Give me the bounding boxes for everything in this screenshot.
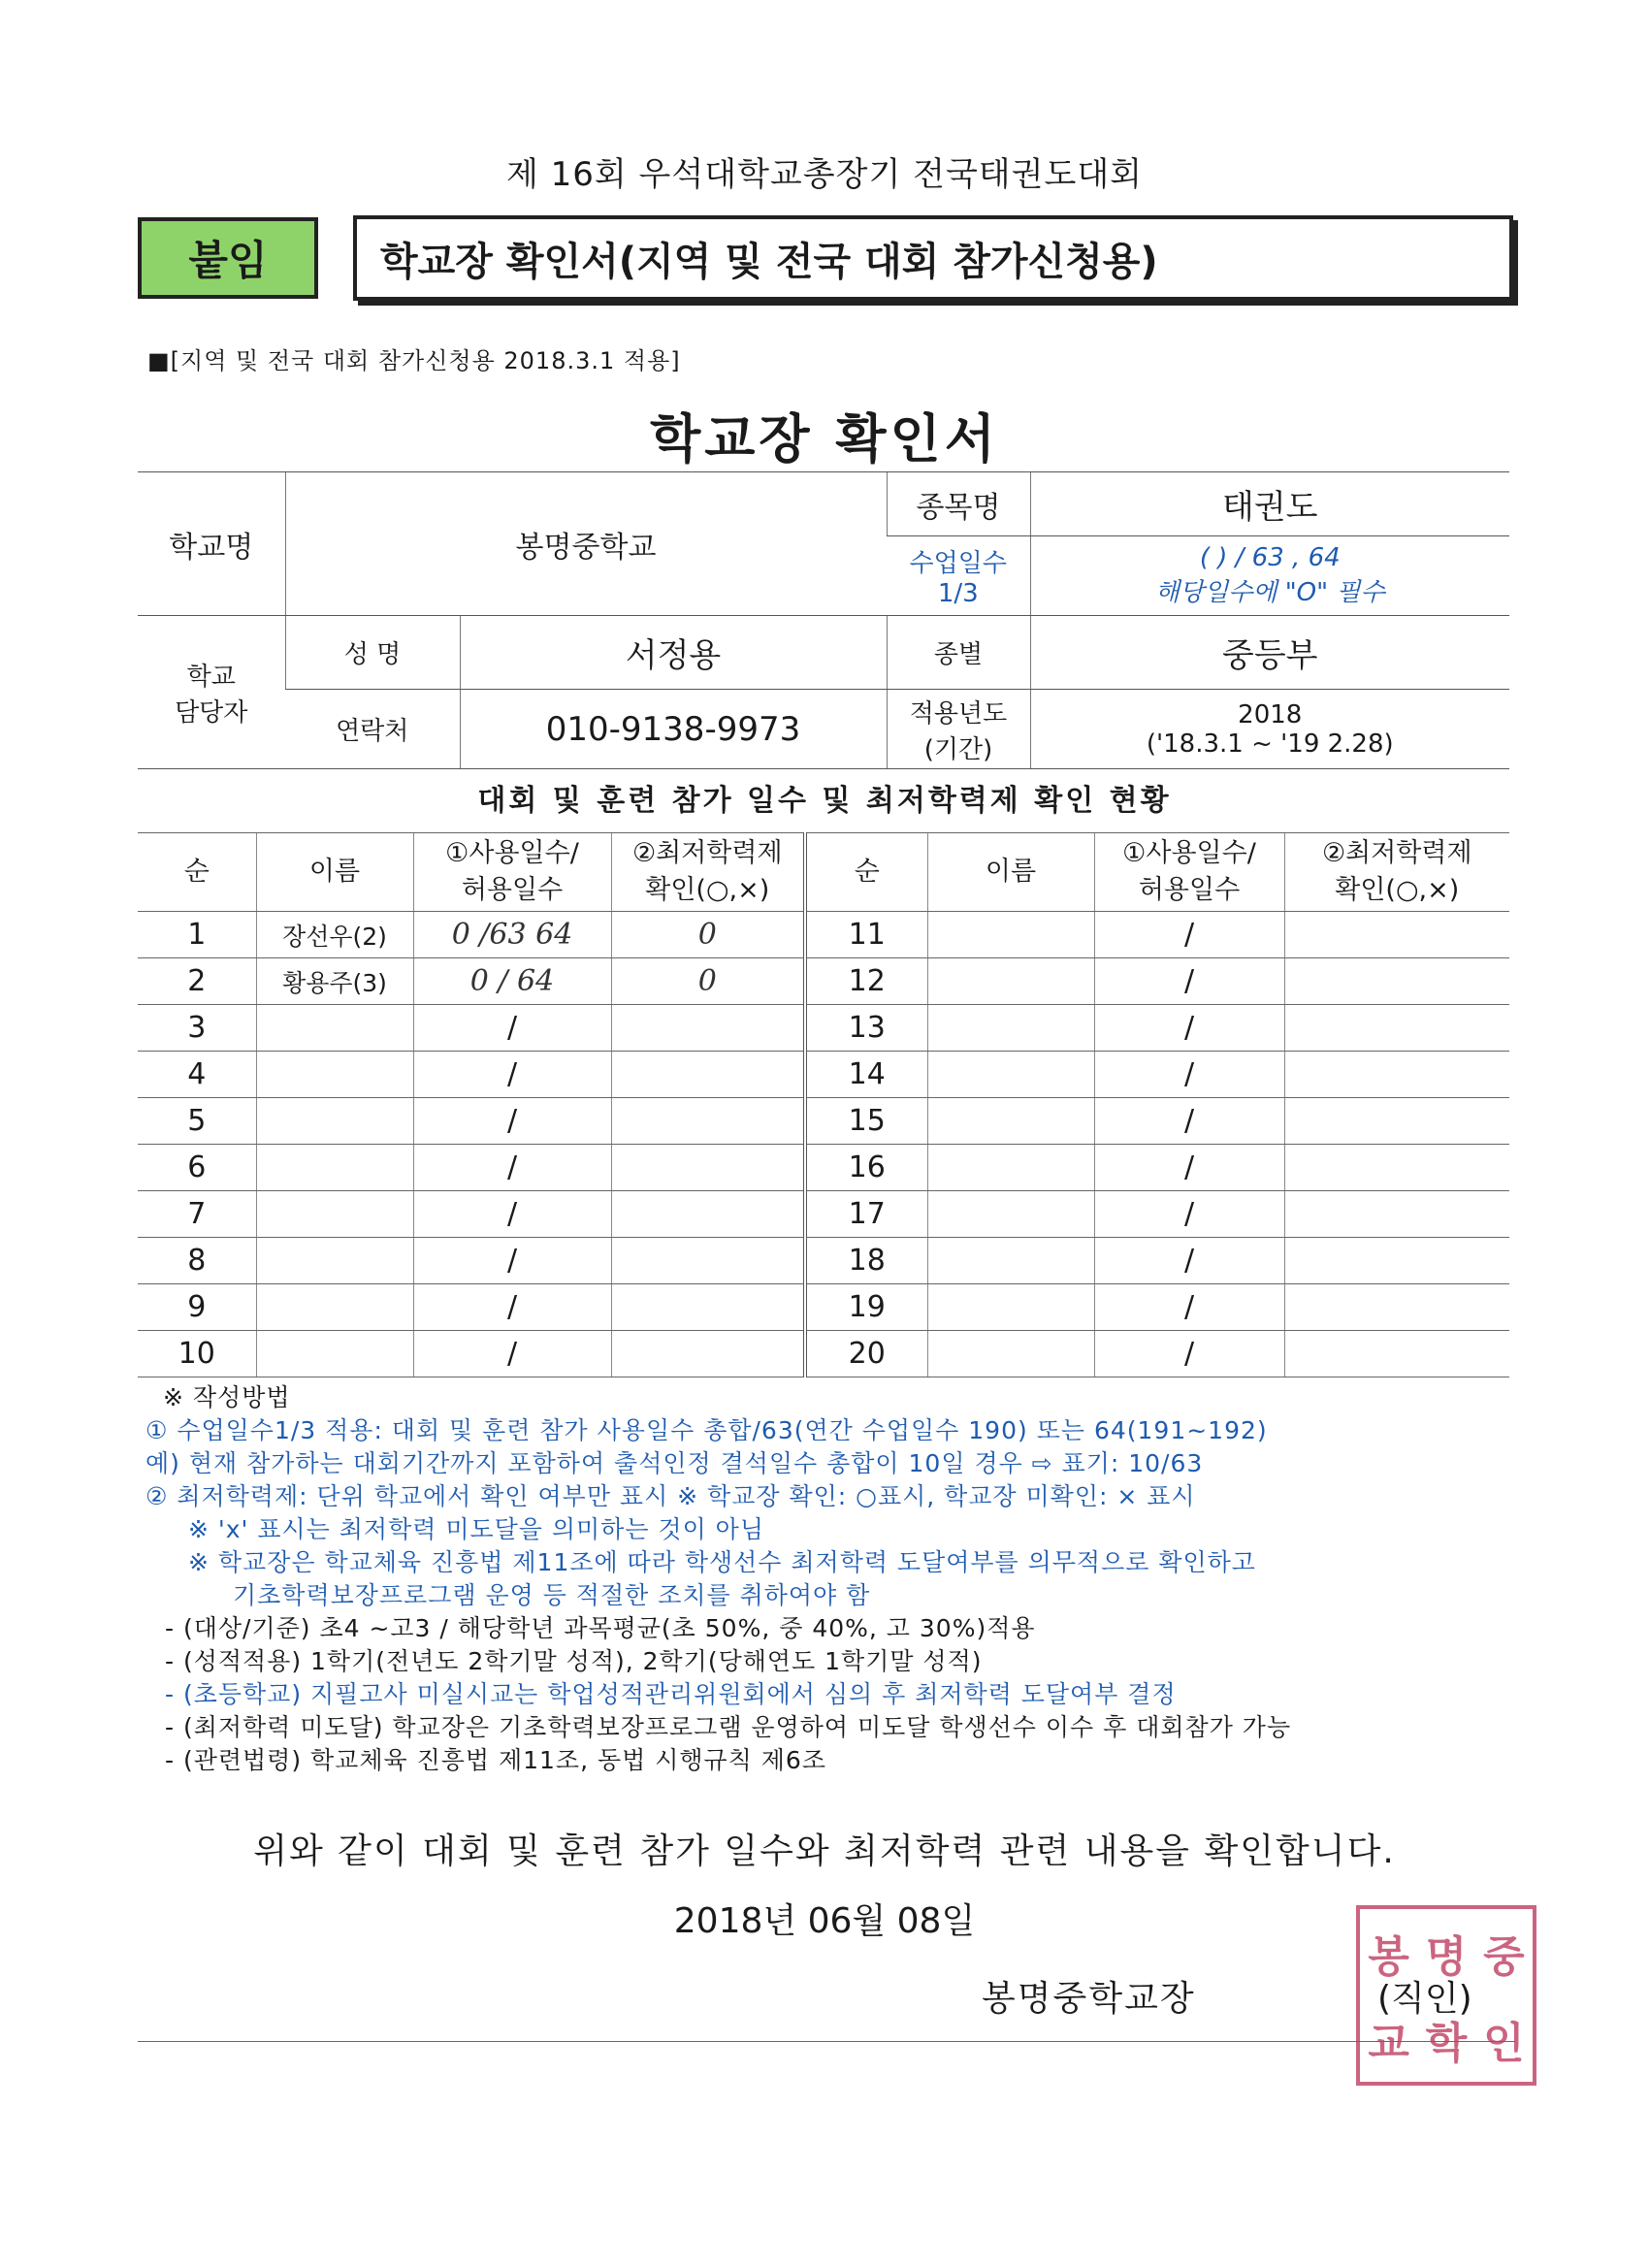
- name-value: 서정용: [460, 616, 887, 690]
- row-name: [927, 1238, 1094, 1284]
- row-days: /: [1094, 1191, 1284, 1238]
- row-days: /: [1094, 1145, 1284, 1191]
- row-days: /: [413, 1145, 611, 1191]
- year-value-line1: 2018: [1238, 699, 1303, 729]
- row-name: [256, 1238, 413, 1284]
- row-name: [256, 1005, 413, 1052]
- detail-1: - (대상/기준) 초4 ~고3 / 해당학년 과목평균(초 50%, 중 40%, 고 30%)적용: [165, 1614, 1036, 1642]
- row-days: /: [413, 1284, 611, 1331]
- manager-label: [138, 616, 285, 769]
- row-check: [611, 1191, 805, 1238]
- bottom-divider: [138, 2041, 1515, 2042]
- header-no: 순: [138, 833, 256, 912]
- instructions: [146, 1381, 1523, 1777]
- row-name: [927, 1284, 1094, 1331]
- table-row: [138, 1098, 1509, 1145]
- row-check: [1284, 1005, 1509, 1052]
- attachment-badge: 붙임: [138, 217, 318, 299]
- event-label: 종목명: [887, 472, 1030, 536]
- table-row: [138, 1284, 1509, 1331]
- row-no: 17: [805, 1191, 927, 1238]
- header-days-right: [1094, 833, 1284, 912]
- row-check: [611, 1331, 805, 1377]
- row-check: [1284, 1191, 1509, 1238]
- note-1b: 예) 현재 참가하는 대회기간까지 포함하여 출석인정 결석일수 총합이 10일 경우 ⇨ 표기: 10/63: [146, 1449, 1204, 1477]
- class-days-label-line1: 수업일수: [909, 549, 1007, 578]
- row-check: [1284, 1331, 1509, 1377]
- row-name: [256, 1331, 413, 1377]
- row-check: [1284, 1145, 1509, 1191]
- seal-char: 학: [1425, 2018, 1468, 2068]
- principal-title: 봉명중학교장: [982, 1979, 1196, 2019]
- row-name: [256, 1098, 413, 1145]
- row-no: 16: [805, 1145, 927, 1191]
- row-days: /: [1094, 1052, 1284, 1098]
- row-no: 10: [138, 1331, 256, 1377]
- row-no: 7: [138, 1191, 256, 1238]
- row-check: [611, 1098, 805, 1145]
- class-days-value: [1030, 536, 1509, 616]
- table-row: [138, 1331, 1509, 1377]
- row-days: /: [1094, 1331, 1284, 1377]
- row-days: /: [413, 1238, 611, 1284]
- issue-date: 2018년 06월 08일: [673, 1901, 976, 1941]
- row-no: 18: [805, 1238, 927, 1284]
- row-check: 0: [611, 958, 805, 1005]
- row-check: [611, 1238, 805, 1284]
- note-1a: ① 수업일수1/3 적용: 대회 및 훈련 참가 사용일수 총합/63(연간 수업일수 190) 또는 64(191~192): [146, 1416, 1268, 1444]
- row-name: [927, 912, 1094, 958]
- row-no: 3: [138, 1005, 256, 1052]
- row-name: [256, 1284, 413, 1331]
- notes-title: ※ 작성방법: [163, 1383, 291, 1411]
- detail-2: - (성적적용) 1학기(전년도 2학기말 성적), 2학기(당해연도 1학기말 성적): [165, 1647, 983, 1675]
- row-name: [927, 958, 1094, 1005]
- row-check: [611, 1005, 805, 1052]
- class-days-note: 해당일수에 "O" 필수: [1154, 578, 1385, 607]
- table-row: [138, 1052, 1509, 1098]
- row-check: [611, 1145, 805, 1191]
- class-days-label: [887, 536, 1030, 616]
- school-value: 봉명중학교: [285, 472, 887, 616]
- row-name: [927, 1145, 1094, 1191]
- header-name-right: 이름: [927, 833, 1094, 912]
- note-4a: ※ 학교장은 학교체육 진흥법 제11조에 따라 학생선수 최저학력 도달여부를 의무적으로 확인하고: [188, 1548, 1256, 1576]
- seal-char: 인: [1483, 2018, 1525, 2068]
- row-days: /: [1094, 1098, 1284, 1145]
- header-days-line2: 허용일수: [461, 875, 564, 905]
- manager-label-line2: 담당자: [175, 697, 248, 728]
- manager-label-line1: 학교: [186, 662, 236, 692]
- row-days: /: [1094, 912, 1284, 958]
- row-check: [1284, 1098, 1509, 1145]
- row-no: 12: [805, 958, 927, 1005]
- document-title: 학교장 확인서: [650, 408, 999, 470]
- row-no: 14: [805, 1052, 927, 1098]
- division-value: 중등부: [1030, 616, 1509, 690]
- seal-char: 교: [1368, 2018, 1409, 2068]
- table-row: [138, 958, 1509, 1005]
- row-no: 9: [138, 1284, 256, 1331]
- row-no: 13: [805, 1005, 927, 1052]
- header-no-right: 순: [805, 833, 927, 912]
- competition-title: 제 16회 우석대학교총장기 전국태권도대회: [505, 155, 1144, 194]
- year-value: [1030, 690, 1509, 769]
- school-label: 학교명: [138, 472, 285, 616]
- class-days-label-line2: 1/3: [937, 579, 979, 608]
- header-days-right-line1: ①사용일수/: [1122, 838, 1256, 868]
- row-name: [927, 1331, 1094, 1377]
- row-days: 0 / 64: [413, 958, 611, 1005]
- row-no: 11: [805, 912, 927, 958]
- event-value: 태권도: [1030, 472, 1509, 536]
- note-2: ② 최저학력제: 단위 학교에서 확인 여부만 표시 ※ 학교장 확인: ○표시, 학교장 미확인: × 표시: [146, 1482, 1196, 1510]
- row-days: 0 /63 64: [413, 912, 611, 958]
- row-check: [1284, 958, 1509, 1005]
- row-no: 1: [138, 912, 256, 958]
- seal-label: (직인): [1377, 1979, 1472, 2019]
- row-no: 20: [805, 1331, 927, 1377]
- row-check: [1284, 1284, 1509, 1331]
- seal-char: 명: [1425, 1931, 1468, 1982]
- year-label-line2: (기간): [923, 734, 993, 764]
- confirmation-statement: 위와 같이 대회 및 훈련 참가 일수와 최저학력 관련 내용을 확인합니다.: [253, 1831, 1396, 1871]
- row-name: [256, 1145, 413, 1191]
- year-label: [887, 690, 1030, 769]
- note-4b: 기초학력보장프로그램 운영 등 적절한 조치를 취하여야 함: [233, 1581, 871, 1609]
- header-check-line1: ②최저학력제: [631, 838, 783, 868]
- seal-char: 봉: [1368, 1931, 1409, 1982]
- row-check: [1284, 1238, 1509, 1284]
- form-header: 학교장 확인서(지역 및 전국 대회 참가신청용): [353, 215, 1513, 301]
- row-check: [1284, 1052, 1509, 1098]
- row-name: [927, 1005, 1094, 1052]
- row-check: 0: [611, 912, 805, 958]
- school-info-table: [138, 471, 1509, 769]
- row-check: [1284, 912, 1509, 958]
- year-label-line1: 적용년도: [909, 698, 1008, 729]
- row-name: 황용주(3): [256, 958, 413, 1005]
- detail-3: - (초등학교) 지필고사 미실시교는 학업성적관리위원회에서 심의 후 최저학력 도달여부 결정: [165, 1680, 1177, 1708]
- table-row: [138, 912, 1509, 958]
- header-check-right-line1: ②최저학력제: [1321, 838, 1472, 868]
- detail-5: - (관련법령) 학교체육 진흥법 제11조, 동법 시행규칙 제6조: [165, 1746, 826, 1774]
- row-name: [256, 1191, 413, 1238]
- contact-label: 연락처: [285, 690, 460, 769]
- row-name: [927, 1098, 1094, 1145]
- year-value-line2: ('18.3.1 ~ '19 2.28): [1146, 729, 1394, 759]
- applicability-note: ■[지역 및 전국 대회 참가신청용 2018.3.1 적용]: [147, 347, 681, 374]
- row-days: /: [1094, 1238, 1284, 1284]
- contact-value: 010-9138-9973: [460, 690, 887, 769]
- row-days: /: [1094, 958, 1284, 1005]
- header-days: [413, 833, 611, 912]
- row-days: /: [413, 1098, 611, 1145]
- note-3: ※ 'x' 표시는 최저학력 미도달을 의미하는 것이 아님: [188, 1515, 764, 1543]
- row-no: 6: [138, 1145, 256, 1191]
- row-days: /: [1094, 1005, 1284, 1052]
- row-days: /: [413, 1005, 611, 1052]
- row-days: /: [413, 1331, 611, 1377]
- division-label: 종별: [887, 616, 1030, 690]
- header-check-right: [1284, 833, 1509, 912]
- table-row: [138, 1238, 1509, 1284]
- row-no: 2: [138, 958, 256, 1005]
- row-days: /: [1094, 1284, 1284, 1331]
- header-check-line2: 확인(○,×): [645, 875, 770, 905]
- row-days: /: [413, 1052, 611, 1098]
- row-no: 4: [138, 1052, 256, 1098]
- row-name: 장선우(2): [256, 912, 413, 958]
- row-no: 15: [805, 1098, 927, 1145]
- table-row: [138, 1145, 1509, 1191]
- row-name: [927, 1191, 1094, 1238]
- seal-char: 중: [1483, 1931, 1525, 1982]
- row-check: [611, 1052, 805, 1098]
- header-name: 이름: [256, 833, 413, 912]
- participation-table: [138, 832, 1509, 1377]
- table-row: [138, 1191, 1509, 1238]
- row-check: [611, 1284, 805, 1331]
- row-no: 8: [138, 1238, 256, 1284]
- header-check: [611, 833, 805, 912]
- name-label: 성 명: [285, 616, 460, 690]
- detail-4: - (최저학력 미도달) 학교장은 기초학력보장프로그램 운영하여 미도달 학생선수 이수 후 대회참가 가능: [165, 1713, 1292, 1741]
- header-days-right-line2: 허용일수: [1138, 875, 1241, 905]
- row-name: [927, 1052, 1094, 1098]
- row-name: [256, 1052, 413, 1098]
- row-no: 19: [805, 1284, 927, 1331]
- row-days: /: [413, 1191, 611, 1238]
- header-days-line1: ①사용일수/: [445, 838, 579, 868]
- table-row: [138, 1005, 1509, 1052]
- class-days-selection: ( ) / 63 , 64: [1199, 543, 1341, 572]
- row-no: 5: [138, 1098, 256, 1145]
- header-check-right-line2: 확인(○,×): [1335, 875, 1460, 905]
- section-title: 대회 및 훈련 참가 일수 및 최저학력제 확인 현황: [477, 784, 1172, 818]
